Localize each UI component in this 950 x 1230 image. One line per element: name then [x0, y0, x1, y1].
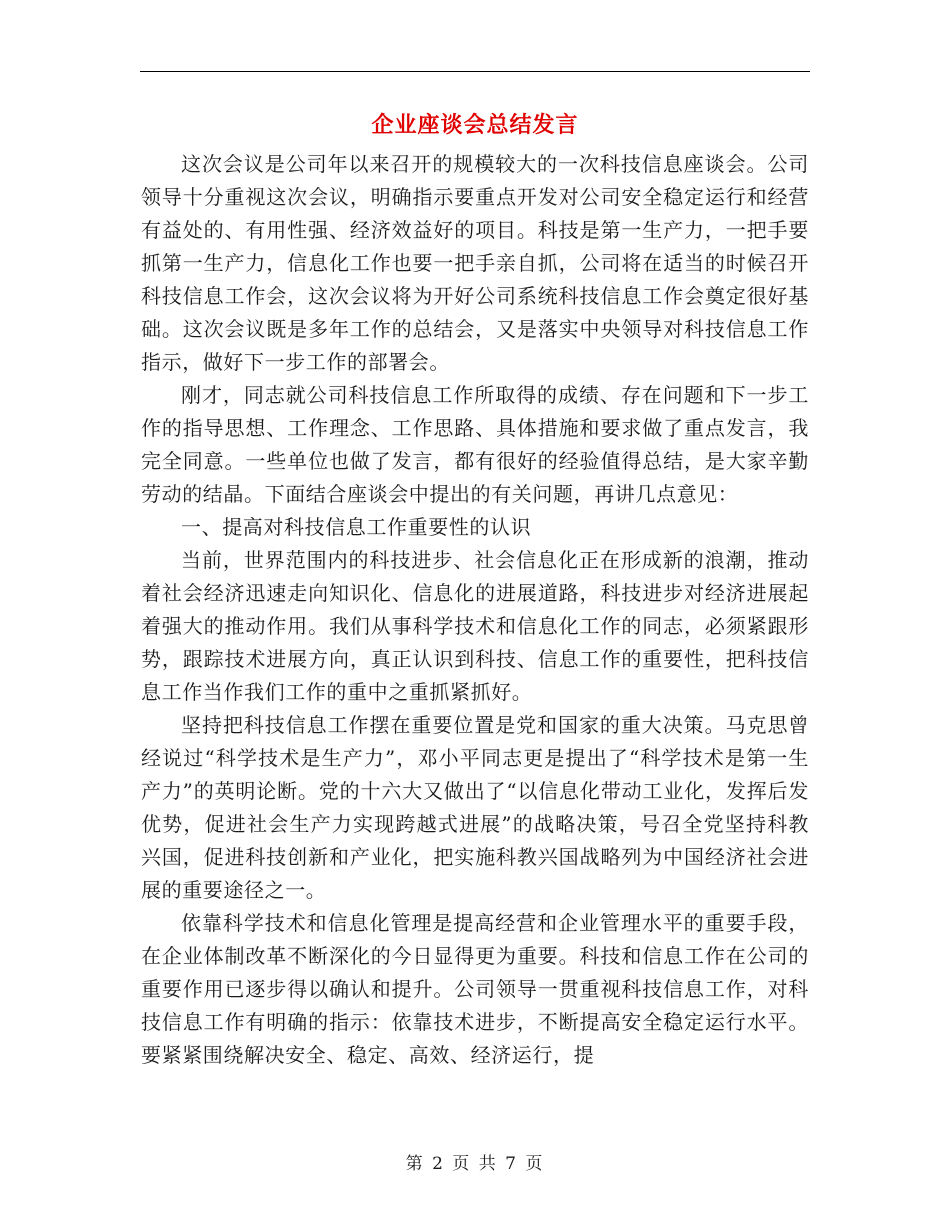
header-rule	[140, 71, 810, 72]
paragraph: 刚才，同志就公司科技信息工作所取得的成绩、存在问题和下一步工作的指导思想、工作理念、工作思路、具体措施和要求做了重点发言，我完全同意。一些单位也做了发言，都有很好的经验值得总结，是大家辛勤劳动的结晶。下面结合座谈会中提出的有关问题，再讲几点意见：	[141, 383, 809, 506]
section-heading: 一、提高对科技信息工作重要性的认识	[181, 515, 532, 539]
page-number-footer: 第 2 页 共 7 页	[405, 1154, 545, 1174]
document-body	[141, 148, 809, 1072]
paragraph: 这次会议是公司年以来召开的规模较大的一次科技信息座谈会。公司领导十分重视这次会议，明确指示要重点开发对公司安全稳定运行和经营有益处的、有用性强、经济效益好的项目。科技是第一生产力，一把手要抓第一生产力，信息化工作也要一把手亲自抓，公司将在适当的时候召开科技信息工作会，这次会议将为开好公司系统科技信息工作会奠定很好基础。这次会议既是多年工作的总结会，又是落实中央领导对科技信息工作指示，做好下一步工作的部署会。	[141, 152, 809, 374]
paragraph: 当前，世界范围内的科技进步、社会信息化正在形成新的浪潮，推动着社会经济迅速走向知识化、信息化的进展道路，科技进步对经济进展起着强大的推动作用。我们从事科学技术和信息化工作的同志，必须紧跟形势，跟踪技术进展方向，真正认识到科技、信息工作的重要性，把科技信息工作当作我们工作的重中之重抓紧抓好。	[141, 548, 809, 704]
paragraph: 坚持把科技信息工作摆在重要位置是党和国家的重大决策。马克思曾经说过“科学技术是生产力”，邓小平同志更是提出了“科学技术是第一生产力”的英明论断。党的十六大又做出了“以信息化带动工业化，发挥后发优势，促进社会生产力实现跨越式进展”的战略决策，号召全党坚持科教兴国，促进科技创新和产业化，把实施科教兴国战略列为中国经济社会进展的重要途径之一。	[141, 713, 809, 902]
paragraph: 依靠科学技术和信息化管理是提高经营和企业管理水平的重要手段，在企业体制改革不断深化的今日显得更为重要。科技和信息工作在公司的重要作用已逐步得以确认和提升。公司领导一贯重视科技信息工作，对科技信息工作有明确的指示：依靠技术进步，不断提高安全稳定运行水平。要紧紧围绕解决安全、稳定、高效、经济运行，提	[141, 911, 809, 1067]
document-title: 企业座谈会总结发言	[371, 113, 579, 138]
